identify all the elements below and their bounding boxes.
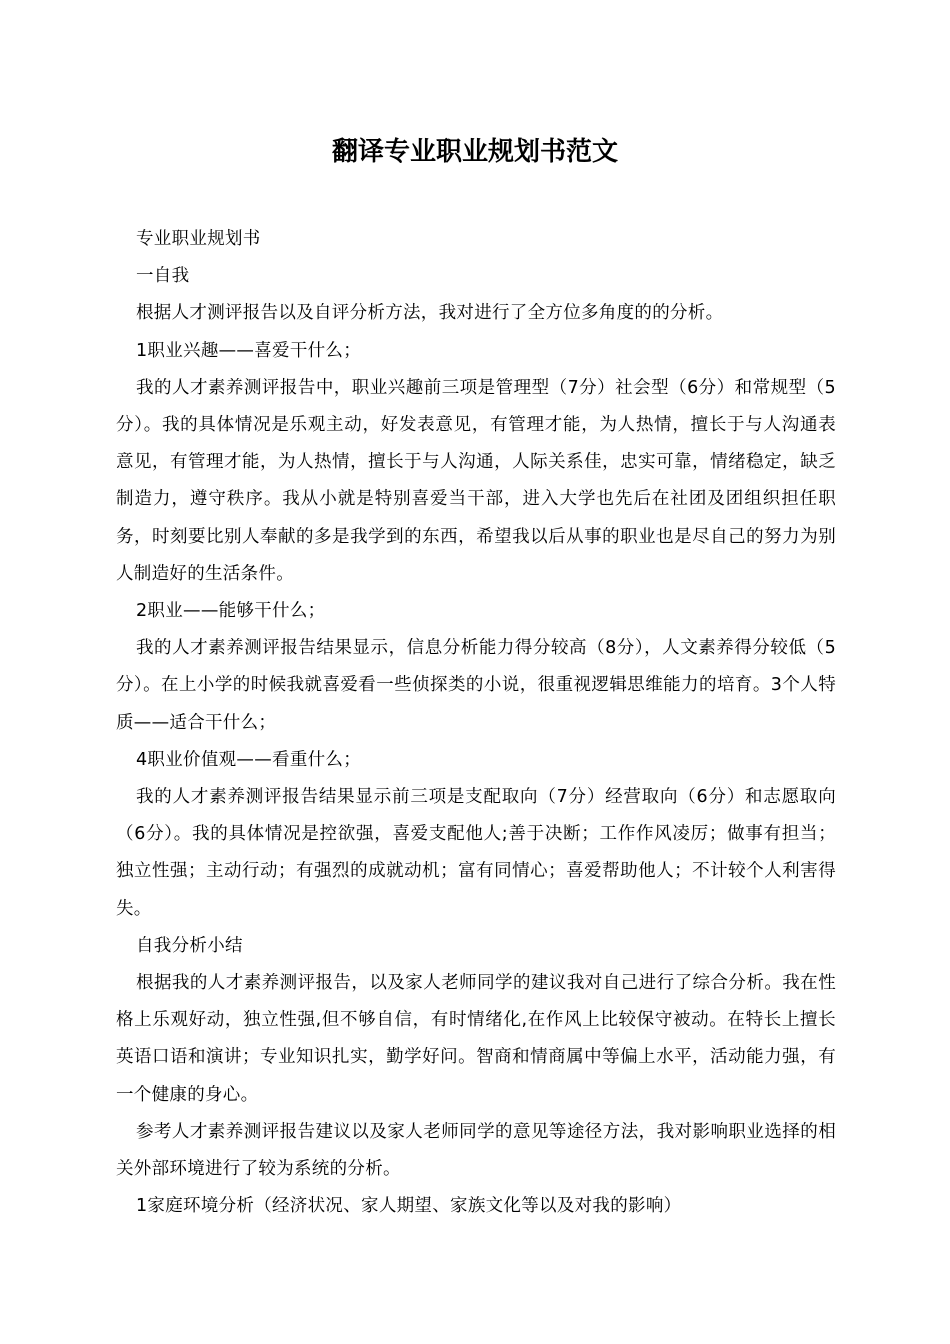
paragraph-plan-heading: 专业职业规划书	[136, 229, 261, 249]
paragraph-family-heading: 1家庭环境分析（经济状况、家人期望、家族文化等以及对我的影响）	[136, 1196, 682, 1217]
paragraph-values-heading: 4职业价值观——看重什么；	[136, 749, 362, 770]
paragraph-intro: 根据人才测评报告以及自评分析方法，我对进行了全方位多角度的的分析。	[136, 303, 724, 324]
paragraph-summary-heading: 自我分析小结	[136, 935, 243, 956]
paragraph-interest-heading: 1职业兴趣——喜爱干什么；	[136, 340, 362, 361]
paragraph-environment-intro: 参考人才素养测评报告建议以及家人老师同学的意见等途径方法，我对影响职业选择的相关外部环境进行了较为系统的分析。	[116, 1121, 836, 1180]
document-title: 翻译专业职业规划书范文	[331, 137, 618, 167]
paragraph-self-heading: 一自我	[136, 266, 190, 287]
paragraph-values-body: 我的人才素养测评报告结果显示前三项是支配取向（7分）经营取向（6分）和志愿取向（6分）。我的具体情况是控欲强，喜爱支配他人;善于决断；工作作风凌厉；做事有担当；独立性强；主动行动；有强烈的成就动机；富有同情心；喜爱帮助他人；不计较个人利害得失。	[116, 787, 836, 919]
paragraph-summary-body: 根据我的人才素养测评报告，以及家人老师同学的建议我对自己进行了综合分析。我在性格上乐观好动，独立性强,但不够自信，有时情绪化,在作风上比较保守被动。在特长上擅长英语口语和演讲；专业知识扎实，勤学好问。智商和情商属中等偏上水平，活动能力强，有一个健康的身心。	[116, 973, 836, 1105]
paragraph-interest-body: 我的人才素养测评报告中，职业兴趣前三项是管理型（7分）社会型（6分）和常规型（5分）。我的具体情况是乐观主动，好发表意见，有管理才能，为人热情，擅长于与人沟通表意见，有管理才能，为人热情，擅长于与人沟通，人际关系佳，忠实可靠，情绪稳定，缺乏制造力，遵守秩序。我从小就是特别喜爱当干部，进入大学也先后在社团及团组织担任职务，时刻要比别人奉献的多是我学到的东西，希望我以后从事的职业也是尽自己的努力为别人制造好的生活条件。	[116, 377, 836, 584]
document-body	[116, 221, 836, 1225]
paragraph-ability-heading: 2职业——能够干什么；	[136, 601, 326, 622]
paragraph-ability-body: 我的人才素养测评报告结果显示，信息分析能力得分较高（8分），人文素养得分较低（5分）。在上小学的时候我就喜爱看一些侦探类的小说，很重视逻辑思维能力的培育。3个人特质——适合干什么；	[116, 638, 836, 733]
